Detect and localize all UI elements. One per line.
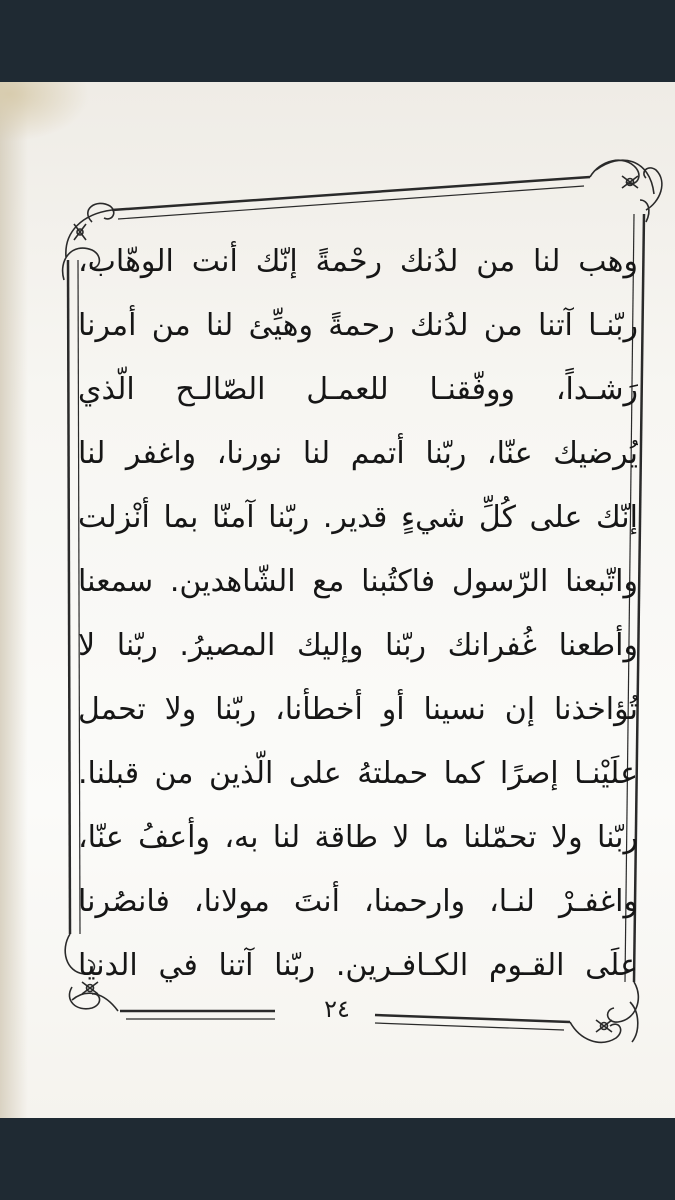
text-line: تُؤاخذنا إن نسينا أو أخطأنا، ربّنا ولا تحمل bbox=[78, 692, 638, 727]
bottom-dark-border bbox=[0, 1118, 675, 1200]
text-line: علَى القـوم الكـافـرين. ربّنا آتنا في الدنيا bbox=[78, 948, 638, 983]
text-line: وهب لنا من لدُنك رحْمةً إنّك أنت الوهّاب، bbox=[78, 244, 638, 279]
text-line: واتّبعنا الرّسول فاكتُبنا مع الشّاهدين. سمعنا bbox=[78, 564, 638, 599]
top-dark-border bbox=[0, 0, 675, 82]
text-line: ربّنا ولا تحمّلنا ما لا طاقة لنا به، وأعفُ عنّا، bbox=[78, 820, 638, 855]
text-line: علَيْنـا إصرًا كما حملتهُ على الّذين من قبلنا. bbox=[78, 756, 638, 791]
text-line: ربّنـا آتنا من لدُنك رحمةً وهيِّئ لنا من أمرنا bbox=[78, 308, 638, 343]
floral-scroll-corner-icon bbox=[590, 160, 662, 222]
text-line: وأطعنا غُفرانك ربّنا وإليك المصيرُ. ربّنا لا bbox=[78, 628, 638, 663]
text-line: رَشـداً، ووفّقنـا للعمـل الصّالـح الّذي bbox=[78, 372, 638, 407]
prayer-text-block bbox=[78, 230, 638, 998]
text-line: يُرضيك عنّا، ربّنا أتمم لنا نورنا، واغفر لنا bbox=[78, 436, 638, 471]
text-line: إنّك على كُلِّ شيءٍ قدير. ربّنا آمنّا بما أنْزلت bbox=[78, 500, 638, 535]
text-line: واغفـرْ لنـا، وارحمنا، أنتَ مولانا، فانصُرنا bbox=[78, 884, 638, 919]
book-page-photo bbox=[0, 82, 675, 1118]
page-number: ٢٤ bbox=[324, 995, 350, 1023]
